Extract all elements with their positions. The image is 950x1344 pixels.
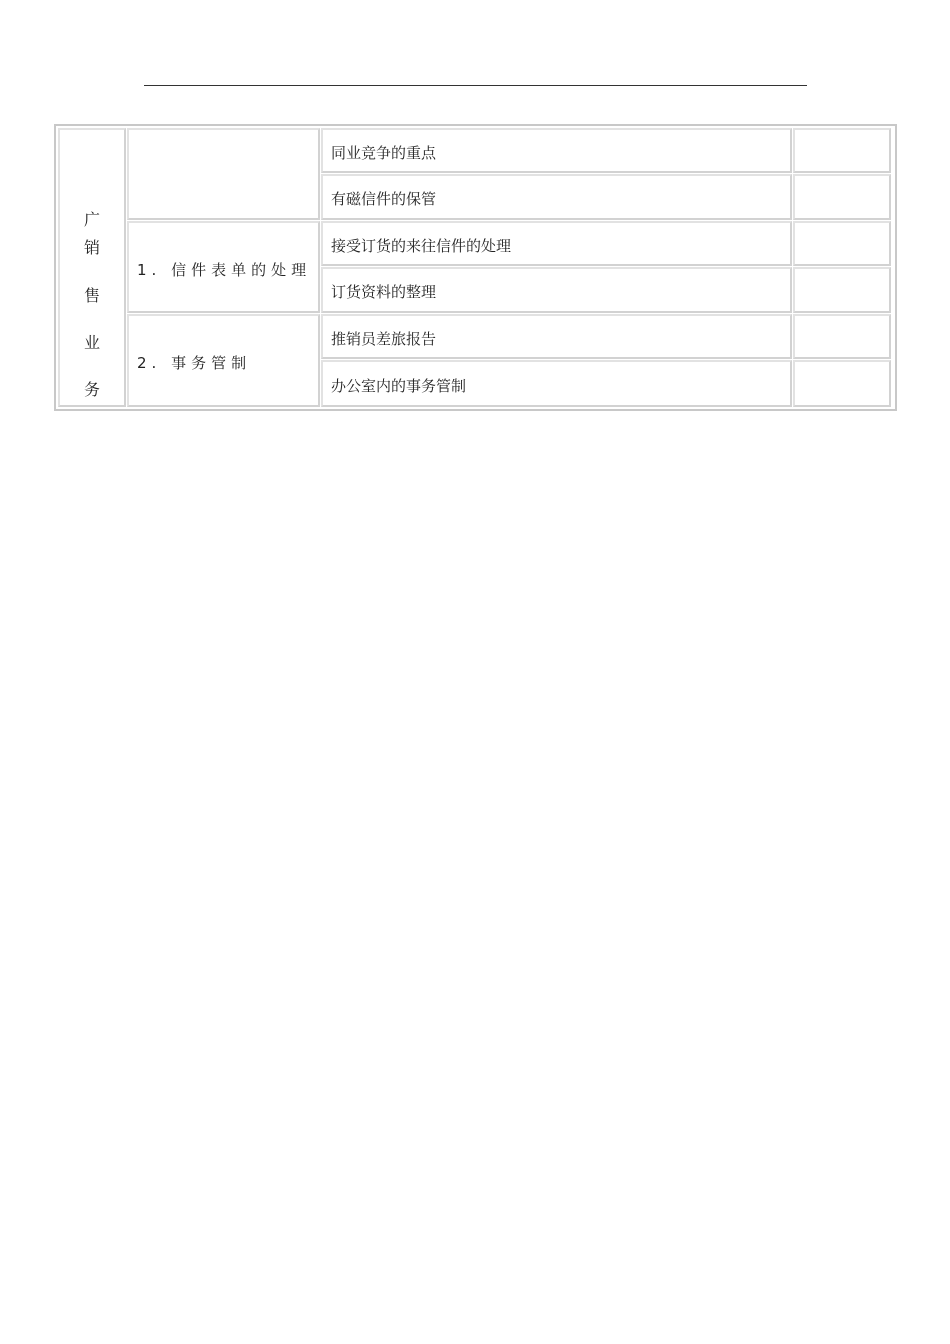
category-cell: [127, 314, 320, 407]
item-cell: [321, 128, 792, 173]
item-cell: [321, 314, 792, 359]
item-label: 推销员差旅报告: [331, 330, 437, 348]
value-cell: [793, 360, 891, 407]
value-cell: [793, 174, 891, 220]
value-cell: [793, 128, 891, 173]
value-cell: [793, 221, 891, 266]
item-cell: [321, 221, 792, 266]
item-cell: [321, 174, 792, 220]
category-label: 1. 信件表单的处理: [137, 261, 312, 279]
vertical-label-char: 务: [83, 380, 100, 399]
vertical-label-char: 售: [83, 286, 100, 305]
header-rule: [144, 85, 807, 86]
value-cell: [793, 267, 891, 313]
vertical-label-char: 广: [83, 210, 100, 229]
item-label: 订货资料的整理: [331, 283, 437, 301]
vertical-label-char: 业: [83, 333, 100, 352]
item-label: 同业竞争的重点: [331, 144, 437, 162]
item-label: 接受订货的来往信件的处理: [331, 237, 512, 255]
item-cell: [321, 267, 792, 313]
item-cell: [321, 360, 792, 407]
category-cell: [127, 128, 320, 220]
category-cell: [127, 221, 320, 313]
category-label: 2. 事务管制: [137, 354, 252, 372]
item-label: 办公室内的事务管制: [331, 377, 467, 395]
vertical-label-char: 销: [83, 238, 100, 257]
value-cell: [793, 314, 891, 359]
vertical-label-cell: [58, 128, 126, 407]
item-label: 有磁信件的保管: [331, 190, 437, 208]
sales-business-table: [54, 124, 897, 411]
